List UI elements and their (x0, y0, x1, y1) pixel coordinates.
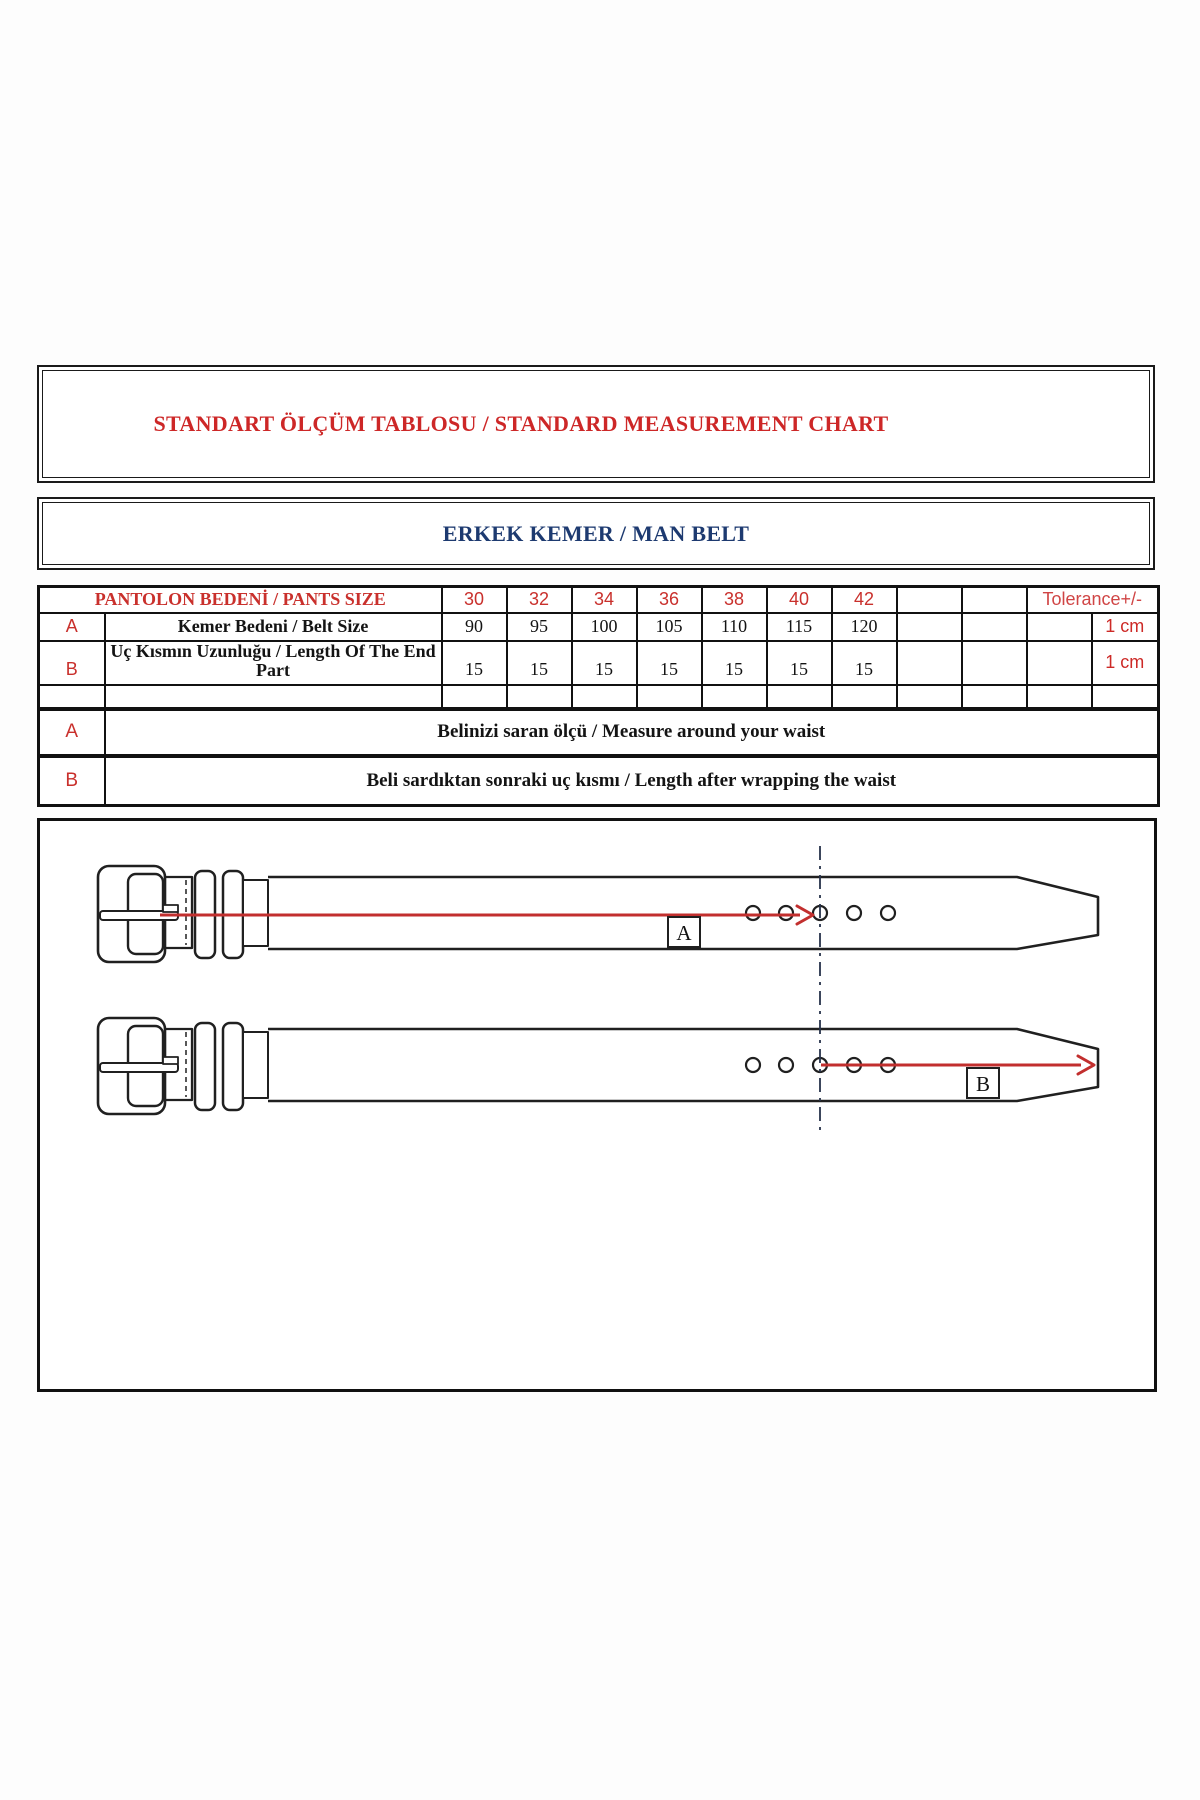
note-key: B (39, 756, 105, 806)
empty-cell (39, 685, 105, 709)
end-part-value: 15 (572, 641, 637, 685)
empty-cell (897, 613, 962, 641)
empty-cell (1092, 685, 1159, 709)
empty-cell (1027, 641, 1092, 685)
note-text: Beli sardıktan sonraki uç kısmı / Length after wrapping the waist (105, 756, 1159, 806)
note-row-b (39, 756, 1159, 806)
belt-size-value: 105 (637, 613, 702, 641)
belt-diagram-box (37, 818, 1157, 1392)
title-box-inner (42, 370, 1150, 478)
belt-size-value: 115 (767, 613, 832, 641)
pants-size-header: PANTOLON BEDENİ / PANTS SIZE (39, 587, 442, 613)
end-part-value: 15 (767, 641, 832, 685)
size-col-header: 34 (572, 587, 637, 613)
size-col-header: 30 (442, 587, 507, 613)
page-title: STANDART ÖLÇÜM TABLOSU / STANDARD MEASUREMENT CHART (153, 411, 889, 436)
empty-cell (572, 685, 637, 709)
empty-cell (897, 641, 962, 685)
spacer-row (39, 685, 1159, 709)
empty-cell (962, 641, 1027, 685)
belt-a-label: A (676, 921, 692, 945)
empty-cell (897, 587, 962, 613)
belt-a-label-box (668, 917, 700, 947)
empty-cell (1027, 613, 1092, 641)
tolerance-value: 1 cm (1092, 641, 1159, 685)
note-text: Belinizi saran ölçü / Measure around your waist (105, 709, 1159, 756)
end-part-value: 15 (702, 641, 767, 685)
empty-cell (897, 685, 962, 709)
empty-cell (767, 685, 832, 709)
belt-size-value: 90 (442, 613, 507, 641)
empty-cell (105, 685, 442, 709)
belt-b-label: B (975, 1072, 991, 1096)
row-key: A (39, 613, 105, 641)
empty-cell (832, 685, 897, 709)
empty-cell (962, 587, 1027, 613)
tolerance-value: 1 cm (1092, 613, 1159, 641)
belt-size-value: 95 (507, 613, 572, 641)
title-box (37, 365, 1155, 483)
end-part-value: 15 (637, 641, 702, 685)
empty-cell (962, 685, 1027, 709)
empty-cell (1027, 685, 1092, 709)
size-col-header: 32 (507, 587, 572, 613)
tolerance-header: Tolerance+/- (1027, 587, 1159, 613)
empty-cell (962, 613, 1027, 641)
belt-size-value: 100 (572, 613, 637, 641)
size-col-header: 42 (832, 587, 897, 613)
end-part-value: 15 (442, 641, 507, 685)
end-part-row (39, 641, 1159, 685)
row-key: B (39, 641, 105, 685)
size-col-header: 38 (702, 587, 767, 613)
note-row-a (39, 709, 1159, 756)
product-subtitle: ERKEK KEMER / MAN BELT (442, 520, 750, 546)
subtitle-box-inner (42, 502, 1150, 565)
row-label: Kemer Bedeni / Belt Size (105, 613, 442, 641)
empty-cell (442, 685, 507, 709)
note-key: A (39, 709, 105, 756)
end-part-value: 15 (832, 641, 897, 685)
belt-size-value: 120 (832, 613, 897, 641)
empty-cell (702, 685, 767, 709)
size-col-header: 36 (637, 587, 702, 613)
empty-cell (637, 685, 702, 709)
table-header-row (39, 587, 1159, 613)
belt-diagram (40, 821, 1154, 1389)
subtitle-box (37, 497, 1155, 570)
belt-size-value: 110 (702, 613, 767, 641)
empty-cell (507, 685, 572, 709)
measurement-table (37, 585, 1160, 807)
row-label: Uç Kısmın Uzunluğu / Length Of The End Part (105, 641, 442, 685)
end-part-value: 15 (507, 641, 572, 685)
belt-b-label-box (967, 1068, 999, 1098)
belt-size-row (39, 613, 1159, 641)
size-col-header: 40 (767, 587, 832, 613)
